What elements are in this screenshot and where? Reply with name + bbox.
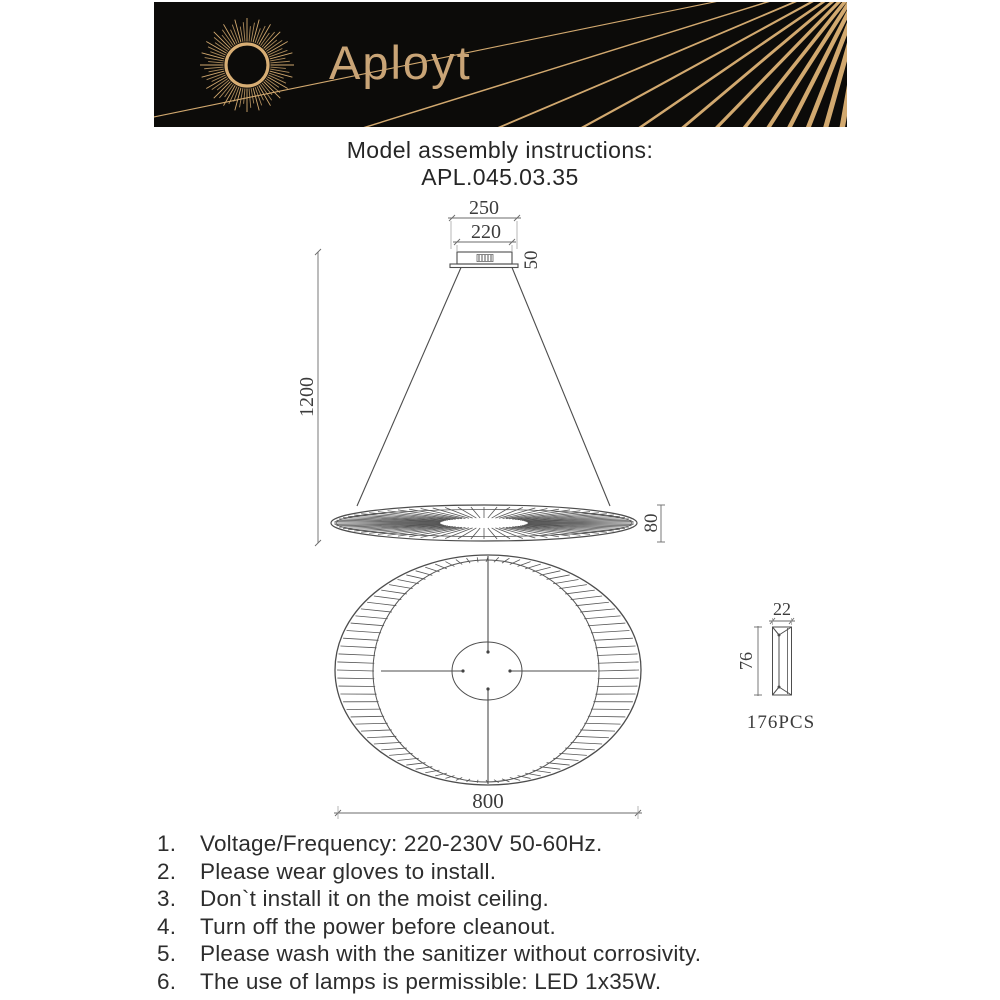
dim-crystal-width xyxy=(769,618,795,625)
list-item xyxy=(157,885,897,913)
page-title: Model assembly instructions: xyxy=(346,137,654,163)
suspension-cables xyxy=(357,268,610,507)
item-number: 6. xyxy=(157,968,177,994)
item-number: 2. xyxy=(157,858,177,884)
item-text: Turn off the power before cleanout. xyxy=(200,913,556,939)
canopy-drawing xyxy=(450,252,518,268)
dim-canopy-height-label: 50 xyxy=(521,250,542,270)
brand-name: Aployt xyxy=(329,36,472,89)
item-number: 5. xyxy=(157,941,177,966)
list-item xyxy=(157,830,897,858)
center-crosshair xyxy=(381,556,597,784)
item-number: 1. xyxy=(157,831,177,856)
list-item xyxy=(157,913,897,941)
crystal-detail xyxy=(773,627,792,695)
item-text: Please wash with the sanitizer without corrosivity. xyxy=(200,941,702,966)
instruction-list xyxy=(157,830,897,995)
item-text: The use of lamps is permissible: LED 1x35W. xyxy=(200,968,662,994)
ring-front-view xyxy=(335,555,641,785)
item-number: 4. xyxy=(157,913,177,939)
dim-crystal-height-label: 76 xyxy=(736,652,756,670)
item-text: Don`t install it on the moist ceiling. xyxy=(200,886,550,911)
crystal-count-label: 176PCS xyxy=(746,712,816,733)
dim-diameter-label: 800 xyxy=(472,789,504,813)
list-item xyxy=(157,940,897,968)
ring-side-view xyxy=(331,505,637,541)
dim-canopy-plate-label: 250 xyxy=(469,197,499,219)
dim-crystal-width-label: 22 xyxy=(773,599,791,619)
dim-ring-height-label: 80 xyxy=(641,513,662,533)
item-text: Voltage/Frequency: 220-230V 50-60Hz. xyxy=(200,831,603,856)
list-item xyxy=(157,858,897,886)
item-number: 3. xyxy=(157,886,177,911)
dim-drop-label: 1200 xyxy=(296,377,318,417)
model-number: APL.045.03.35 xyxy=(421,164,579,190)
dim-canopy-label: 220 xyxy=(471,221,501,243)
list-item xyxy=(157,968,897,996)
item-text: Please wear gloves to install. xyxy=(200,858,497,884)
